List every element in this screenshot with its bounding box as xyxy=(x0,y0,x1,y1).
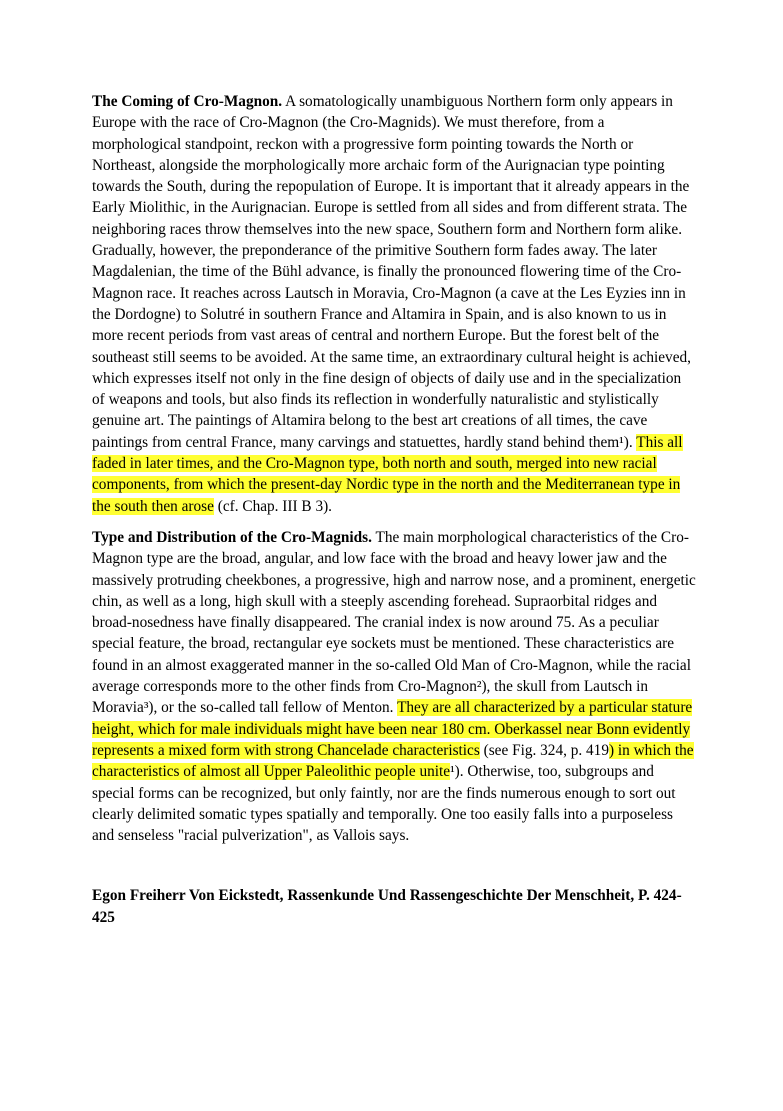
paragraph-body: A somatologically unambiguous Northern form only appears in Europe with the race of Cro-Magnon (the Cro-Magnids). We must therefore, from a morphological standpoint, reckon with a progressive form pointing towards the North or Northeast, alongside the morphologically more archaic form of the Aurignacian type pointing towards the South, during the repopulation of Europe. It is important that it already appears in the Early Miolithic, in the Aurignacian. Europe is settled from all sides and from different strata. The neighboring races throw themselves into the new space, Southern form and Northern form alike. Gradually, however, the preponderance of the primitive Southern form fades away. The later Magdalenian, the time of the Bühl advance, is finally the pronounced flowering time of the Cro-Magnon race. It reaches across Lautsch in Moravia, Cro-Magnon (a cave at the Les Eyzies inn in the Dordogne) to Solutré in southern France and Altamira in Spain, and is also known to us in more recent periods from vast areas of central and northern Europe. But the forest belt of the southeast still seems to be avoided. At the same time, an extraordinary cultural height is achieved, which expresses itself not only in the fine design of objects of daily use and in the specialization of weapons and tools, but also finds its reflection in wonderfully naturalistic and stylistically genuine art. The paintings of Altamira belong to the best art creations of all times, the cave paintings from central France, many carvings and statuettes, hardly stand behind them¹). xyxy=(92,93,691,451)
paragraph-heading: Type and Distribution of the Cro-Magnids. xyxy=(92,528,372,546)
highlighted-text: ) in which the characteristics of almost all Upper Paleolithic people unite xyxy=(92,741,694,781)
highlighted-text: This all faded in later times, and the Cro-Magnon type, both north and south, merged into new racial components, from which the present-day Nordic type in the north and the Mediterranean type in the south then arose xyxy=(92,433,683,515)
paragraph-tail: (cf. Chap. III B 3). xyxy=(213,497,333,515)
paragraph-body: The main morphological characteristics of the Cro-Magnon type are the broad, angular, and low face with the broad and heavy lower jaw and the massively protruding cheekbones, a progressive, high and narrow nose, and a prominent, energetic chin, as well as a long, high skull with a steeply ascending forehead. Supraorbital ridges and broad-nosedness have finally disappeared. The cranial index is now around 75. As a peculiar special feature, the broad, rectangular eye sockets must be mentioned. These characteristics are found in an almost exaggerated manner in the so-called Old Man of Cro-Magnon, while the racial average corresponds more to the other finds from Cro-Magnon²), the skull from Lautsch in Moravia³), or the so-called tall fellow of Menton. xyxy=(92,528,696,717)
source-citation: Egon Freiherr Von Eickstedt, Rassenkunde Und Rassengeschichte Der Menschheit, P. 424-425 xyxy=(92,887,682,926)
paragraph-coming-of-cro-magnon xyxy=(92,91,696,517)
paragraph-middle: (see Fig. 324, p. 419 xyxy=(479,741,609,759)
highlighted-text: They are all characterized by a particular stature height, which for male individuals might have been near 180 cm. Oberkassel near Bonn evidently represents a mixed form with strong Chancelade characteristics xyxy=(92,699,693,759)
document-page xyxy=(92,91,696,938)
paragraph-type-and-distribution xyxy=(92,527,696,846)
paragraph-tail: ¹). Otherwise, too, subgroups and special forms can be recognized, but only faintly, nor are the finds numerous enough to sort out clearly delimited somatic types spatially and temporally. One too easily falls into a purposeless and senseless "racial pulverization", as Vallois says. xyxy=(92,763,676,845)
paragraph-heading: The Coming of Cro-Magnon. xyxy=(92,93,283,110)
